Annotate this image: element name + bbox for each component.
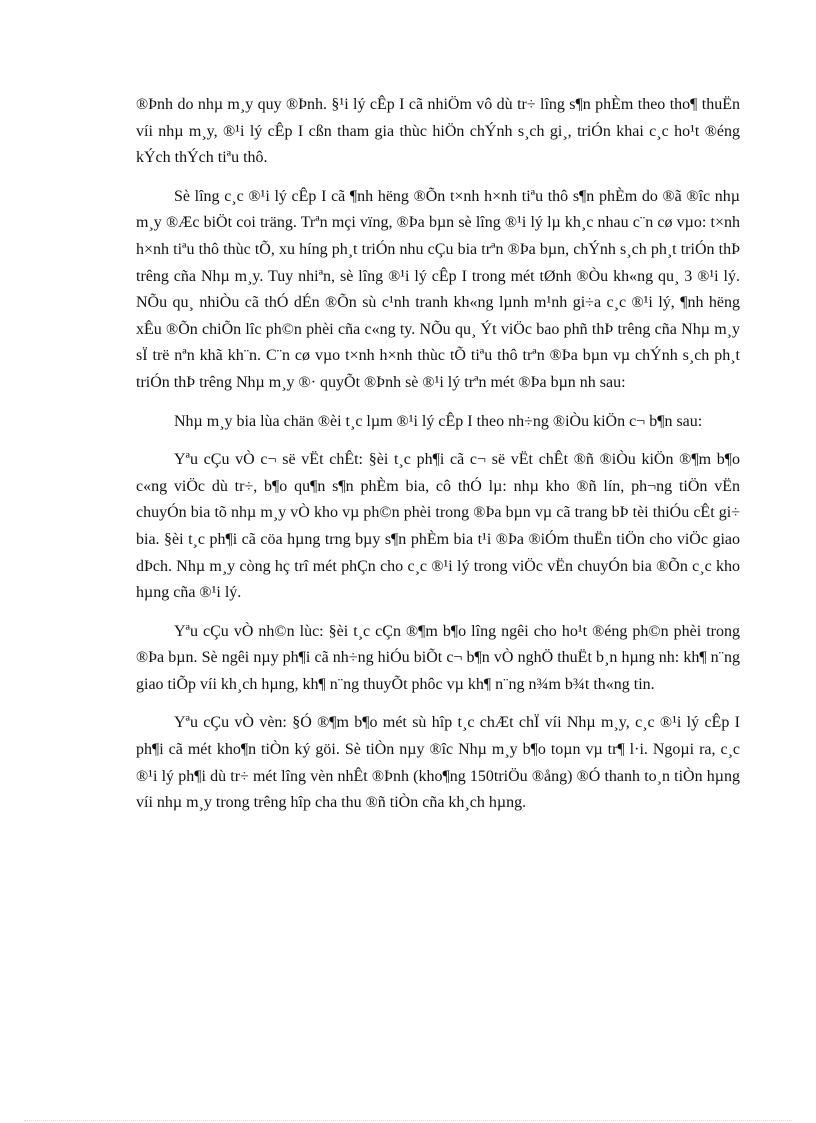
document-body: [136, 92, 740, 829]
paragraph-2: Sè lîng c¸c ®¹i lý cÊp I cã ¶nh hëng ®Õn t×nh h×nh tiªu thô s¶n phÈm do ®ã ®îc nhµ m¸y ®Æc biÖt coi träng. Trªn mçi vïng, ®Þa bµn sè lîng ®¹i lý lµ kh¸c nhau c¨n cø vµo: t×nh h×nh tiªu thô thùc tÕ, xu híng ph¸t triÓn nhu cÇu bia trªn ®Þa bµn, chÝnh s¸ch ph¸t triÓn thÞ trêng cña Nhµ m¸y. Tuy nhiªn, sè lîng ®¹i lý cÊp I trong mét tØnh ®Òu kh«ng qu¸ 3 ®¹i lý. NÕu qu¸ nhiÒu cã thÓ dÉn ®Õn sù c¹nh tranh kh«ng lµnh m¹nh gi÷a c¸c ®¹i lý, ¶nh hëng xÊu ®Õn chiÕn lîc ph©n phèi cña c«ng ty. NÕu qu¸ Ýt viÖc bao phñ thÞ trêng cña Nhµ m¸y sÏ trë nªn khã kh¨n. C¨n cø vµo t×nh h×nh thùc tÕ tiªu thô trªn ®Þa bµn vµ chÝnh s¸ch ph¸t triÓn thÞ trêng Nhµ m¸y ®· quyÕt ®Þnh sè ®¹i lý trªn mét ®Þa bµn nh sau:: [136, 187, 740, 391]
page-bottom-rule: [24, 1120, 792, 1121]
paragraph-3: Nhµ m¸y bia lùa chän ®èi t¸c lµm ®¹i lý cÊp I theo nh÷ng ®iÒu kiÖn c¬ b¶n sau:: [174, 412, 703, 430]
paragraph-5: Yªu cÇu vÒ nh©n lùc: §èi t¸c cÇn ®¶m b¶o lîng ngêi cho ho¹t ®éng ph©n phèi trong ®Þa bµn. Sè ngêi nµy ph¶i cã nh÷ng hiÓu biÕt c¬ b¶n vÒ nghÖ thuËt b¸n hµng nh: kh¶ n¨ng giao tiÕp víi kh¸ch hµng, kh¶ n¨ng thuyÕt phôc vµ kh¶ n¨ng n¾m b¾t th«ng tin.: [136, 622, 740, 693]
paragraph-6: Yªu cÇu vÒ vèn: §Ó ®¶m b¶o mét sù hîp t¸c chÆt chÏ víi Nhµ m¸y, c¸c ®¹i lý cÊp I ph¶i cã mét kho¶n tiÒn ký göi. Sè tiÒn nµy ®îc Nhµ m¸y b¶o toµn vµ tr¶ l·i. Ngoµi ra, c¸c ®¹i lý ph¶i dù tr÷ mét lîng vèn nhÊt ®Þnh (kho¶ng 150triÖu ®ång) ®Ó thanh to¸n tiÒn hµng víi nhµ m¸y trong trêng hîp cha thu ®ñ tiÒn cña kh¸ch hµng.: [136, 714, 740, 812]
paragraph-4: Yªu cÇu vÒ c¬ së vËt chÊt: §èi t¸c ph¶i cã c¬ së vËt chÊt ®ñ ®iÒu kiÖn ®¶m b¶o c«ng viÖc dù tr÷, b¶o qu¶n s¶n phÈm bia, cô thÓ lµ: nhµ kho ®ñ lín, ph¬ng tiÖn vËn chuyÓn bia tõ nhµ m¸y vÒ kho vµ ph©n phèi trong ®Þa bµn vµ cã trang bÞ tèi thiÓu cÊt gi÷ bia. §èi t¸c ph¶i cã cöa hµng trng bµy s¶n phÈm bia t¹i ®Þa ®iÓm thuËn tiÖn cho viÖc giao dÞch. Nhµ m¸y còng hç trî mét phÇn cho c¸c ®¹i lý trong viÖc vËn chuyÓn bia ®Õn c¸c kho hµng cña ®¹i lý.: [136, 451, 740, 602]
paragraph-1: ®Þnh do nhµ m¸y quy ®Þnh. §¹i lý cÊp I cã nhiÖm vô dù tr÷ lîng s¶n phÈm theo tho¶ thuËn víi nhµ m¸y, ®¹i lý cÊp I cßn tham gia thùc hiÖn chÝnh s¸ch gi¸, triÓn khai c¸c ho¹t ®éng kÝch thÝch tiªu thô.: [136, 96, 740, 167]
